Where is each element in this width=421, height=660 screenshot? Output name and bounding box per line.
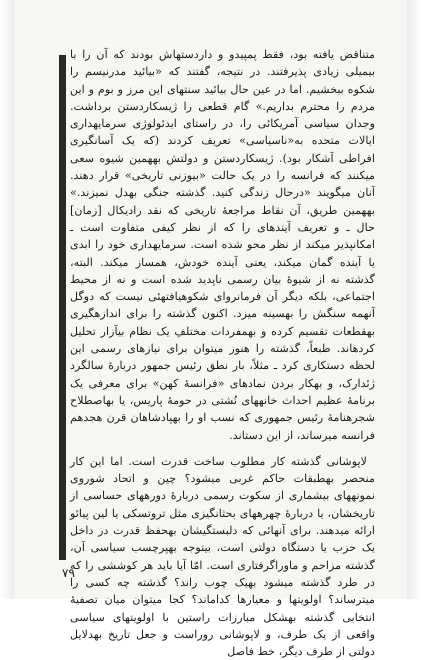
paragraph-1: متناقض یافته بود، فقط پمپیدو و داردستهاش بودند که آن را با بیمیلی زیادی پذیرفتند. در نتیجه، گفتند که «بیائید مدرنیسم را شکوه ببخشیم. اما در عین حال بیائید سنتهای این مرز و بوم و این مردم را محترم بداریم.» گام قطعی را ژیسکاردستن برداشت. وجدان سیاسی آمریکائی را، در راستای ایدئولوژی سرمایهداری ایالات متحده به«ناسیاسی» تعریف کردند (که یک آسانگیری افراطی آشکار بود). ژیسکاردستن و دولتش بههمین شیوه سعی میکنند که فرانسه را در یک حالت «بیوزنی تاریخی» قرار دهند. آنان میگویند «درحال زندگی کنید. گذشته جنگی بهدل نمیزند.» بههمین طریق، آن نقاط مراجعهٔ تاریخی که نقد رادیکال [زمان] حال ـ و تعریف آیندهای را که از نظر کیفی متفاوت است ـ امکانپذیر میکند از نظر محو شده است. سرمایهداری خود را ابدی یا آینده گمان میکند، یعنی آینده خودش، همساز میکند. البته، گذشته نه از شیوهٔ بیان رسمی ناپدید شده است و نه از محیط اجتماعی، بلکه دیگر آن فرمانروای شکوهیافتهئی نیست که دوگل آنهمه سنگش را بهسینه میزد. اکنون گذشته را برای اندازهگیری بهقطعات تقسیم کرده و بهمفردات مختلفِ یک نظام بیآزار تحلیل کردهاند. طبعاً، گذشته را هنوز میتوان برای نیازهای رسمی این لحظه دستکاری کرد ـ مثلاً، بار نطق رئیس جمهور دربارهٔ سالگرد ژئدارک، و بهکار بردن نمادهای «فرانسهٔ کهن» برای معرفی یک برنامهٔ عظیم احداث خانههای نُشتی در حومهٔ پاریس، یا بهاصطلاح شجرهنامهٔ رئیس جمهوری که نسب او را بهپادشاهان قرن هجدهم فرانسه میرساند، از این دستاند. [70,48,375,442]
paragraph-2: لاپوشانی گذشته کار مطلوب ساخت قدرت است. اما این کار منحصر بهطبقات حاکم غربی میشود؟ چین و اتحاد شوروی نمونههای بیشماری از سکوت رسمی دربارهٔ دورههای حساسی از تاریخشان، یا دربارهٔ چهرههای بحثانگیزی مثل تروتسکی یا لین پیائو ارائه میدهند. برای آنهائی که دلبستگیشان بهحفظ قدرت در داخل یک حزب یا دستگاه دولتی است، بیتوجه بهپرچسب سیاسی آن، گذشته مزاحم و ماوراگرفتاری است. امّا آیا باید هر کوششی را که در طرد گذشته میشود بهیک چوب راند؟ گذشته چه کسی را میترساند؟ اولویتها و معیارها کداماند؟ کجا میتوان میان تصفیهٔ انتخابی گذشته بهشکل مبارزات راستین با اولویتهای سیاسی واقعی از یک طرف، و لاپوشانی روراست و جعل تاریخ بهدلایل دولتی از طرف دیگر، خط فاصل [70,454,375,659]
left-margin-shadow [0,0,14,599]
right-margin-shadow [407,0,421,599]
page-number: ۷۹ [62,566,75,580]
body-text [70,46,375,659]
margin-highlight-bar [59,55,66,560]
